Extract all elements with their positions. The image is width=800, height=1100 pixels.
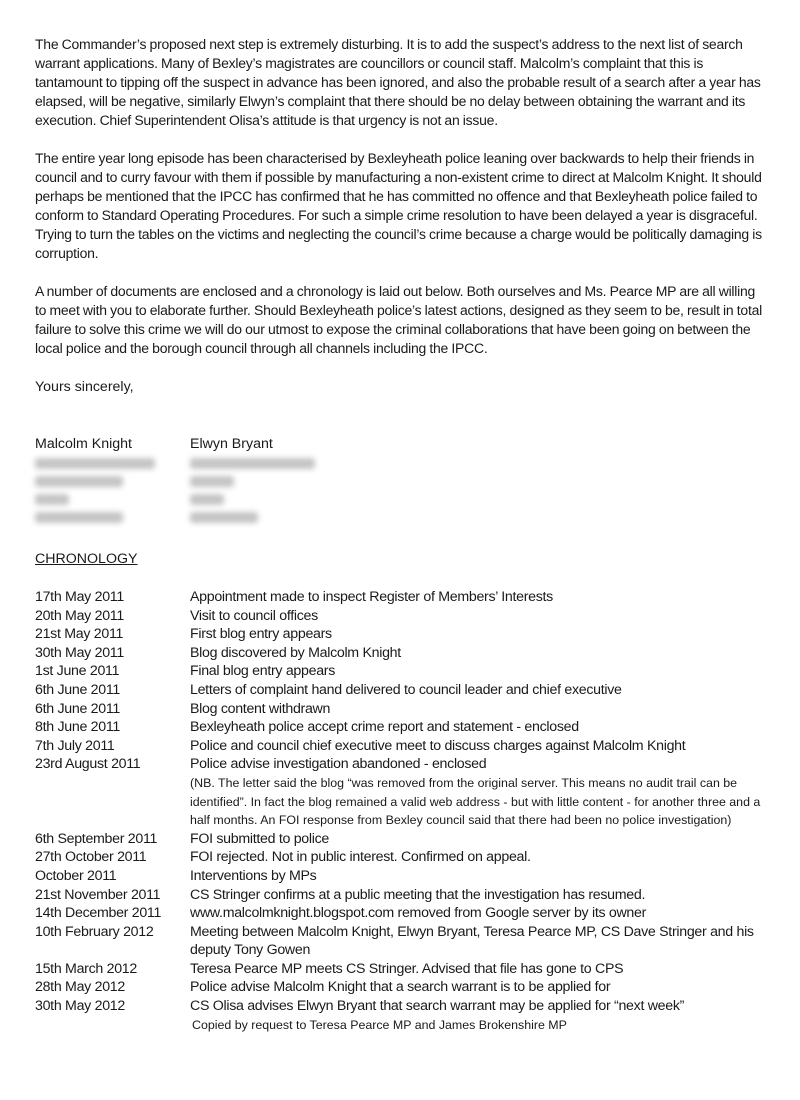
chronology-note (35, 774, 775, 830)
redacted-address-line (190, 458, 315, 469)
entry-event: Visit to council offices (190, 607, 318, 624)
chronology-entry (35, 644, 775, 663)
redacted-address-line (35, 476, 123, 487)
chronology-entry (35, 681, 775, 700)
entry-date: 1st June 2011 (35, 663, 120, 680)
entry-event: Police and council chief executive meet to discuss charges against Malcolm Knight (190, 737, 686, 754)
chronology-entry (35, 700, 775, 719)
entry-date: 6th June 2011 (35, 681, 120, 698)
signatory-name: Elwyn Bryant (190, 436, 273, 452)
redacted-address-line (190, 494, 224, 505)
copied-to-note: Copied by request to Teresa Pearce MP and James Brokenshire MP (192, 1017, 567, 1032)
chronology-entry (35, 997, 775, 1016)
entry-event: Police advise Malcolm Knight that a search warrant is to be applied for (190, 979, 611, 996)
entry-date: 28th May 2012 (35, 979, 125, 996)
redacted-address-line (35, 512, 123, 523)
chronology-entry (35, 625, 775, 644)
chronology-entry (35, 978, 775, 997)
entry-date: 14th December 2011 (35, 905, 162, 922)
entry-date: 17th May 2011 (35, 589, 124, 605)
entry-event: CS Stringer confirms at a public meeting that the investigation has resumed. (190, 886, 646, 903)
entry-date: 20th May 2011 (35, 607, 124, 624)
entry-date: 6th June 2011 (35, 700, 120, 717)
entry-date (35, 774, 190, 830)
entry-date: 15th March 2012 (35, 960, 137, 977)
redacted-address-line (190, 476, 234, 487)
chronology-entry (35, 904, 775, 923)
redacted-address-line (190, 512, 258, 523)
entry-date: 27th October 2011 (35, 849, 147, 866)
entry-event: Police advise investigation abandoned - enclosed (190, 756, 487, 773)
signatory-elwyn-bryant (190, 435, 345, 530)
chronology-entry (35, 867, 775, 886)
letter-page (35, 36, 775, 1034)
entry-event: Final blog entry appears (190, 663, 336, 680)
entry-event: Letters of complaint hand delivered to council leader and chief executive (190, 681, 622, 698)
letter-paragraph-2: The entire year long episode has been characterised by Bexleyheath police leaning over backwards to help their friends in council and to curry favour with them if possible by manufacturing a non-existent crime to direct at Malcolm Knight. It should perhaps be mentioned that the IPCC has confirmed that he has committed no offence and that Bexleyheath police failed to conform to Standard Operating Procedures. For such a simple crime resolution to have been delayed a year is disgraceful. Trying to turn the tables on the victims and neglecting the council’s crime because a charge would be politically damaging is corruption. (35, 151, 762, 262)
signature-block (35, 435, 775, 530)
entry-note: (NB. The letter said the blog “was removed from the original server. This means no audit trail can be identified”. In fact the blog remained a valid web address - but with little content - for another three and a half months. An FOI response from Bexley council said that there had been no police investigation) (190, 775, 761, 828)
entry-date: 10th February 2012 (35, 923, 154, 940)
chronology-entry (35, 830, 775, 849)
entry-event: CS Olisa advises Elwyn Bryant that search warrant may be applied for “next week” (190, 998, 685, 1015)
entry-event: www.malcolmknight.blogspot.com removed from Google server by its owner (190, 905, 647, 922)
entry-date: 30th May 2012 (35, 998, 125, 1015)
chronology-list (35, 588, 775, 1034)
entry-event: Meeting between Malcolm Knight, Elwyn Bryant, Teresa Pearce MP, CS Dave Stringer and his deputy Tony Gowen (190, 923, 754, 959)
redacted-address-line (35, 458, 155, 469)
entry-date: 30th May 2011 (35, 644, 124, 661)
entry-event: Blog content withdrawn (190, 700, 331, 717)
redacted-address-line (35, 494, 69, 505)
entry-date: 23rd August 2011 (35, 756, 141, 773)
entry-event: FOI rejected. Not in public interest. Confirmed on appeal. (190, 849, 531, 866)
chronology-entry (35, 755, 775, 774)
signatory-name: Malcolm Knight (35, 436, 132, 452)
closing-salutation: Yours sincerely, (35, 379, 134, 395)
entry-date: 6th September 2011 (35, 830, 158, 847)
entry-date: 21st November 2011 (35, 886, 161, 903)
chronology-entry (35, 923, 775, 960)
signatory-malcolm-knight (35, 435, 190, 530)
entry-event: First blog entry appears (190, 626, 332, 643)
letter-paragraph-1: The Commander’s proposed next step is extremely disturbing. It is to add the suspect’s address to the next list of search warrant applications. Many of Bexley’s magistrates are councillors or council staff. Malcolm’s complaint that this is tantamount to tipping off the suspect in advance has been ignored, and also the probable result of a search after a year has elapsed, will be negative, similarly Elwyn’s complaint that there should be no delay between obtaining the warrant and its execution. Chief Superintendent Olisa’s attitude is that urgency is not an issue. (35, 37, 761, 129)
entry-event: Blog discovered by Malcolm Knight (190, 644, 401, 661)
entry-event: Interventions by MPs (190, 867, 317, 884)
entry-event: FOI submitted to police (190, 830, 329, 847)
chronology-entry (35, 662, 775, 681)
entry-event: Bexleyheath police accept crime report and statement - enclosed (190, 719, 579, 736)
letter-paragraph-3: A number of documents are enclosed and a chronology is laid out below. Both ourselves and Ms. Pearce MP are all willing to meet with you to elaborate further. Should Bexleyheath police’s latest actions, designed as they seem to be, result in total failure to solve this crime we will do our utmost to expose the criminal collaborations that have been going on between the local police and the borough council through all channels including the IPCC. (35, 284, 762, 357)
entry-date: 7th July 2011 (35, 737, 115, 754)
entry-event: Appointment made to inspect Register of Members’ Interests (190, 589, 553, 605)
entry-event: Teresa Pearce MP meets CS Stringer. Advised that file has gone to CPS (190, 960, 624, 977)
chronology-entry (35, 737, 775, 756)
chronology-entry (35, 960, 775, 979)
chronology-entry (35, 607, 775, 626)
chronology-heading: CHRONOLOGY (35, 551, 138, 567)
chronology-entry (35, 848, 775, 867)
entry-date: October 2011 (35, 867, 117, 884)
chronology-entry (35, 718, 775, 737)
chronology-entry (35, 886, 775, 905)
entry-date: 21st May 2011 (35, 626, 124, 643)
chronology-entry (35, 588, 775, 607)
entry-date: 8th June 2011 (35, 719, 120, 736)
